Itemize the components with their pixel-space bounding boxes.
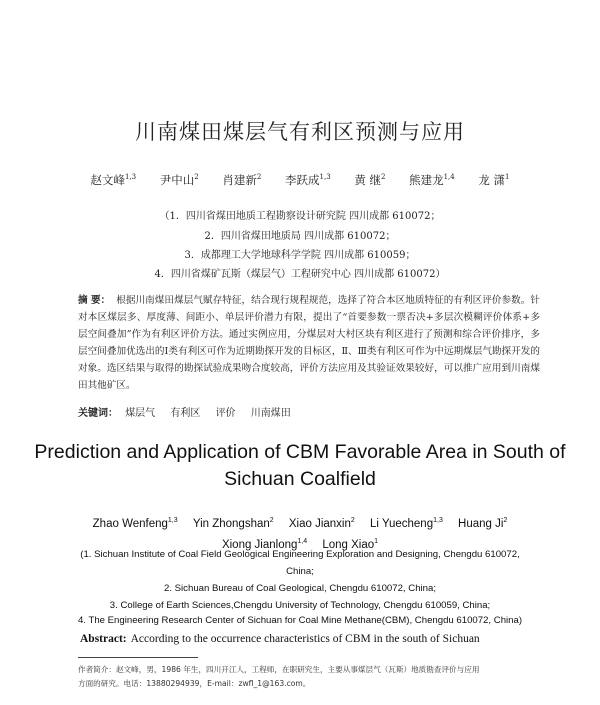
keyword: 川南煤田 xyxy=(250,408,291,419)
english-affiliation: 2. Sichuan Bureau of Coal Geological, Chengdu 610072, China; xyxy=(163,583,436,594)
english-affiliation: 3. College of Earth Sciences,Chengdu University of Technology, Chengdu 610059, China; xyxy=(109,600,491,611)
english-author: Huang Ji$^2$ xyxy=(458,517,508,530)
chinese-author: 尹中山$^2$ xyxy=(159,173,199,187)
chinese-affiliation: 4．四川省煤矿瓦斯（煤层气）工程研究中心 四川成都 610072） xyxy=(154,269,446,280)
chinese-title: 川南煤田煤层气有利区预测与应用 xyxy=(135,120,465,144)
footnote-divider xyxy=(78,657,198,658)
chinese-author: 李跃成$^{1,3}$ xyxy=(285,173,331,187)
english-abstract-text: According to the occurrence characteristics of CBM in the south of Sichuan xyxy=(130,633,480,645)
english-author: Xiao Jianxin$^2$ xyxy=(288,517,355,530)
keyword: 评价 xyxy=(215,408,236,419)
chinese-author: 肖建新$^2$ xyxy=(222,173,262,187)
keyword: 有利区 xyxy=(170,408,201,419)
chinese-affiliation: （1．四川省煤田地质工程勘察设计研究院 四川成都 610072； xyxy=(159,211,441,222)
footnote-line: 作者简介：赵文峰，男，1986 年生，四川开江人，工程师，在职研究生，主要从事煤层气（瓦斯）地质勘查评价与应用 xyxy=(78,665,480,674)
chinese-author: 熊建龙$^{1,4}$ xyxy=(409,173,455,187)
english-author-list xyxy=(60,512,540,554)
english-abstract xyxy=(80,633,550,645)
footnote-line: 方面的研究。电话：13880294939，E-mail：zwfl_1@163.com。 xyxy=(78,679,311,688)
english-affiliation: China; xyxy=(286,566,314,577)
english-author: Xiong Jianlong$^{1,4}$ xyxy=(221,537,308,551)
chinese-affiliation: 3．成都理工大学地球科学学院 四川成都 610059； xyxy=(184,250,416,261)
chinese-author: 龙 潇$^1$ xyxy=(478,173,510,187)
english-author: Li Yuecheng$^{1,3}$ xyxy=(370,517,443,530)
chinese-keywords xyxy=(78,404,540,419)
chinese-abstract xyxy=(78,292,540,394)
chinese-author: 黄 继$^2$ xyxy=(354,173,386,187)
english-affiliation: 4. The Engineering Research Center of Sichuan for Coal Mine Methane(CBM), Chengdu 610072, China) xyxy=(77,615,523,626)
keyword: 煤层气 xyxy=(125,408,156,419)
english-author: Long Xiao$^1$ xyxy=(322,537,379,551)
english-abstract-label: Abstract: xyxy=(80,633,127,645)
author-footnote xyxy=(78,663,548,691)
chinese-abstract-label: 摘 要： xyxy=(78,295,111,306)
english-author: Yin Zhongshan$^2$ xyxy=(192,517,274,530)
chinese-abstract-text: 根据川南煤田煤层气赋存特征，结合现行规程规范，选择了符合本区地质特征的有利区评价参数。针对本区煤层多、厚度薄、间距小、单层评价潜力有限，提出了“首要参数一票否决+多层次模糊评价体系+多层空间叠加”作为有利区评价方法。通过实例应用，分煤层对大村区块有利区进行了预测和综合评价排序，多层空间叠加优选出的Ⅰ类有利区可作为近期勘探开发的目标区，Ⅱ、Ⅲ类有利区可作为中远期煤层气勘探开发的对象。选区结果与取得的勘探试验成果吻合度较高，评价方法应用及其验证效果较好，可以推广应用到川南煤田其他矿区。 xyxy=(78,295,541,391)
chinese-author-list xyxy=(0,172,600,188)
english-author: Zhao Wenfeng$^{1,3}$ xyxy=(92,517,178,530)
chinese-keywords-label: 关键词： xyxy=(78,408,118,419)
english-title: Prediction and Application of CBM Favorable Area in South of Sichuan Coalfield xyxy=(34,441,566,490)
english-affiliation: (1. Sichuan Institute of Coal Field Geological Engineering Exploration and Designing, Chengdu 610072, xyxy=(80,549,520,560)
chinese-affiliation: 2．四川省煤田地质局 四川成都 610072； xyxy=(204,231,396,242)
chinese-author: 赵文峰$^{1,3}$ xyxy=(90,173,137,187)
